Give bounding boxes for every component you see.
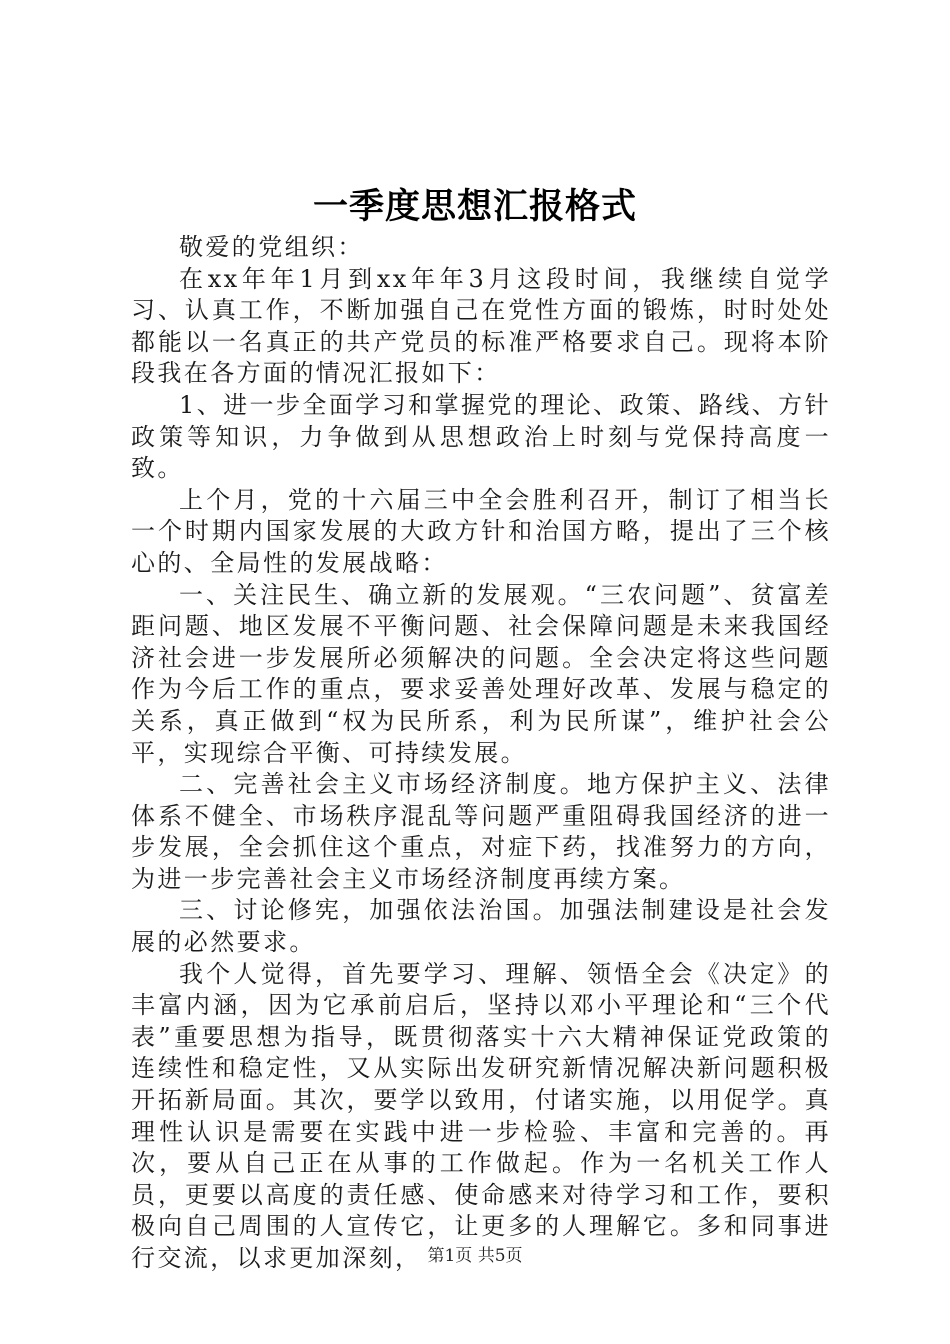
paragraph-strategy-1: 一、关注民生、确立新的发展观。“三农问题”、贫富差距问题、地区发展不平衡问题、社会保障问题是未来我国经济社会进一步发展所必须解决的问题。全会决定将这些问题作为今后工作的重点，要求妥善处理好改革、发展与稳定的关系，真正做到“权为民所系，利为民所谋”，维护社会公平，实现综合平衡、可持续发展。 (131, 580, 831, 767)
paragraph-strategy-2: 二、完善社会主义市场经济制度。地方保护主义、法律体系不健全、市场秩序混乱等问题严重阻碍我国经济的进一步发展，全会抓住这个重点，对症下药，找准努力的方向，为进一步完善社会主义市场经济制度再续方案。 (131, 770, 831, 893)
document-title: 一季度思想汇报格式 (312, 186, 637, 227)
paragraph-strategy-3: 三、讨论修宪，加强依法治国。加强法制建设是社会发展的必然要求。 (131, 896, 831, 957)
page-footer: 第1页 共5页 (427, 1246, 523, 1266)
salutation: 敬爱的党组织： (179, 233, 364, 261)
document-body (131, 232, 831, 1275)
paragraph-personal-view: 我个人觉得，首先要学习、理解、领悟全会《决定》的丰富内涵，因为它承前启后，坚持以邓小平理论和“三个代表”重要思想为指导，既贯彻落实十六大精神保证党政策的连续性和稳定性，又从实际出发研究新情况解决新问题积极开拓新局面。其次，要学以致用，付诸实施，以用促学。真理性认识是需要在实践中进一步检验、丰富和完善的。再次，要从自己正在从事的工作做起。作为一名机关工作人员，更要以高度的责任感、使命感来对待学习和工作，要积极向自己周围的人宣传它，让更多的人理解它。多和同事进行交流，以求更加深刻， (131, 959, 831, 1272)
paragraph-plenary: 上个月，党的十六届三中全会胜利召开，制订了相当长一个时期内国家发展的大政方针和治国方略，提出了三个核心的、全局性的发展战略： (131, 485, 831, 577)
paragraph-intro: 在xx年年1月到xx年年3月这段时间，我继续自觉学习、认真工作，不断加强自己在党性方面的锻炼，时时处处都能以一名真正的共产党员的标准严格要求自己。现将本阶段我在各方面的情况汇报如下： (131, 264, 831, 388)
paragraph-point-1: 1、进一步全面学习和掌握党的理论、政策、路线、方针政策等知识，力争做到从思想政治上时刻与党保持高度一致。 (131, 390, 831, 483)
